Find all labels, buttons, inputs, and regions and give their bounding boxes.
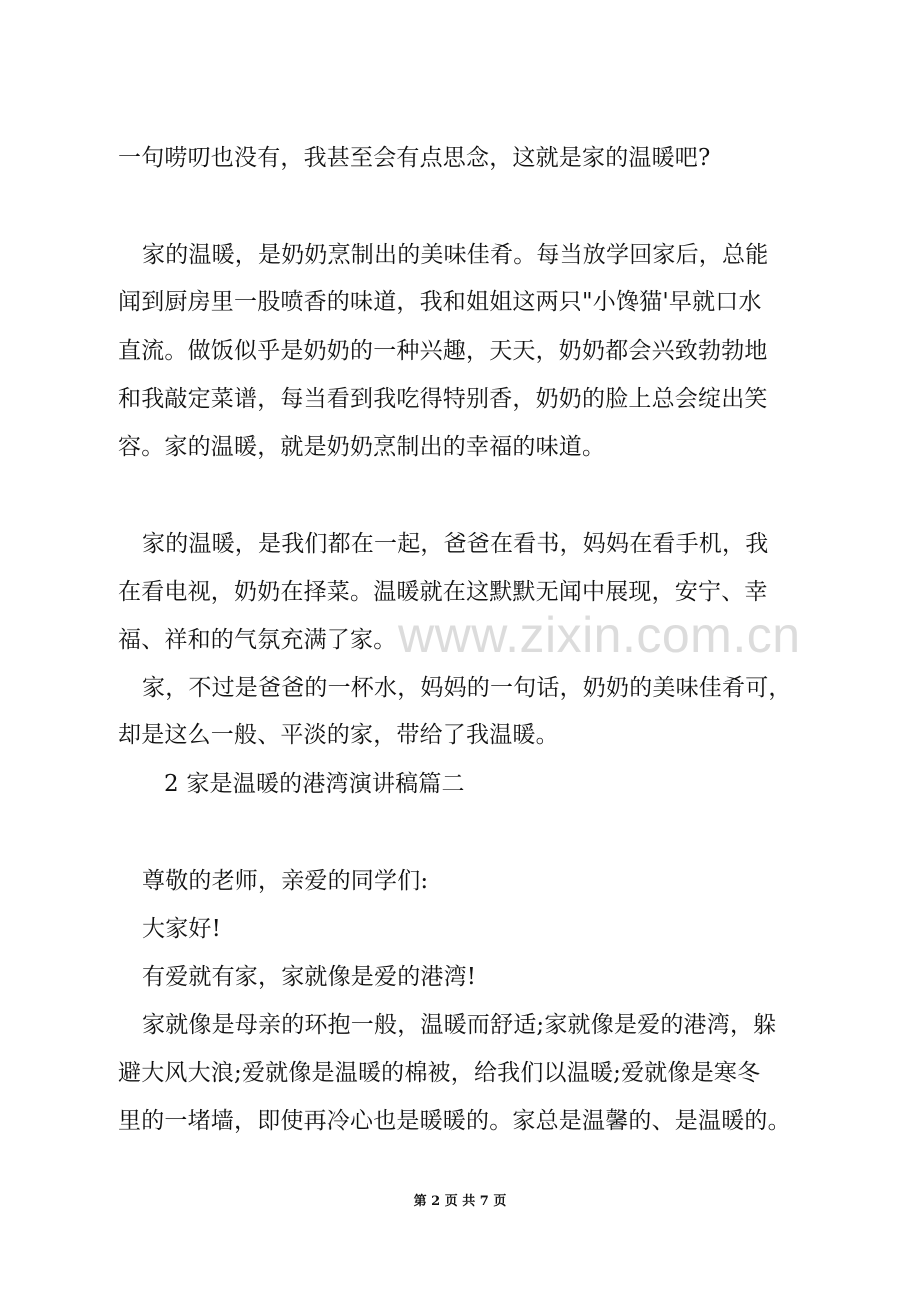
paragraph-line: 家的温暖，是奶奶烹制出的美味佳肴。每当放学回家后，总能: [142, 242, 769, 268]
paragraph-line: 和我敲定菜谱，每当看到我吃得特别香，奶奶的脸上总会绽出笑: [118, 386, 768, 412]
paragraph-line: 家的温暖，是我们都在一起，爸爸在看书，妈妈在看手机，我: [142, 531, 769, 557]
watermark: www.zixin.com.cn: [398, 607, 801, 663]
paragraph-line: 尊敬的老师，亲爱的同学们:: [142, 868, 429, 894]
paragraph-line: 容。家的温暖，就是奶奶烹制出的幸福的味道。: [118, 434, 606, 460]
paragraph-line: 有爱就有家，家就像是爱的港湾!: [142, 964, 477, 990]
paragraph-line: 里的一堵墙，即使再冷心也是暖暖的。家总是温馨的、是温暖的。: [118, 1108, 791, 1134]
section-heading: 2 家是温暖的港湾演讲稿篇二: [164, 771, 465, 797]
paragraph-line: 却是这么一般、平淡的家，带给了我温暖。: [118, 722, 559, 748]
paragraph-line: 在看电视，奶奶在择菜。温暖就在这默默无闻中展现，安宁、幸: [118, 579, 768, 605]
paragraph-line: 一句唠叨也没有，我甚至会有点思念，这就是家的温暖吧?: [118, 145, 711, 171]
paragraph-line: 避大风大浪;爱就像是温暖的棉被，给我们以温暖;爱就像是寒冬: [118, 1060, 761, 1086]
paragraph-line: 大家好!: [142, 916, 222, 942]
paragraph-line: 家就像是母亲的环抱一般，温暖而舒适;家就像是爱的港湾，躲: [142, 1012, 777, 1038]
paragraph-line: 直流。做饭似乎是奶奶的一种兴趣，天天，奶奶都会兴致勃勃地: [118, 338, 768, 364]
paragraph-line: 闻到厨房里一股喷香的味道，我和姐姐这两只"小馋猫'早就口水: [118, 289, 762, 315]
page-footer: 第 2 页 共 7 页: [413, 1194, 507, 1209]
paragraph-line: 家，不过是爸爸的一杯水，妈妈的一句话，奶奶的美味佳肴可，: [142, 675, 792, 701]
paragraph-line: 福、祥和的气氛充满了家。: [118, 627, 397, 653]
